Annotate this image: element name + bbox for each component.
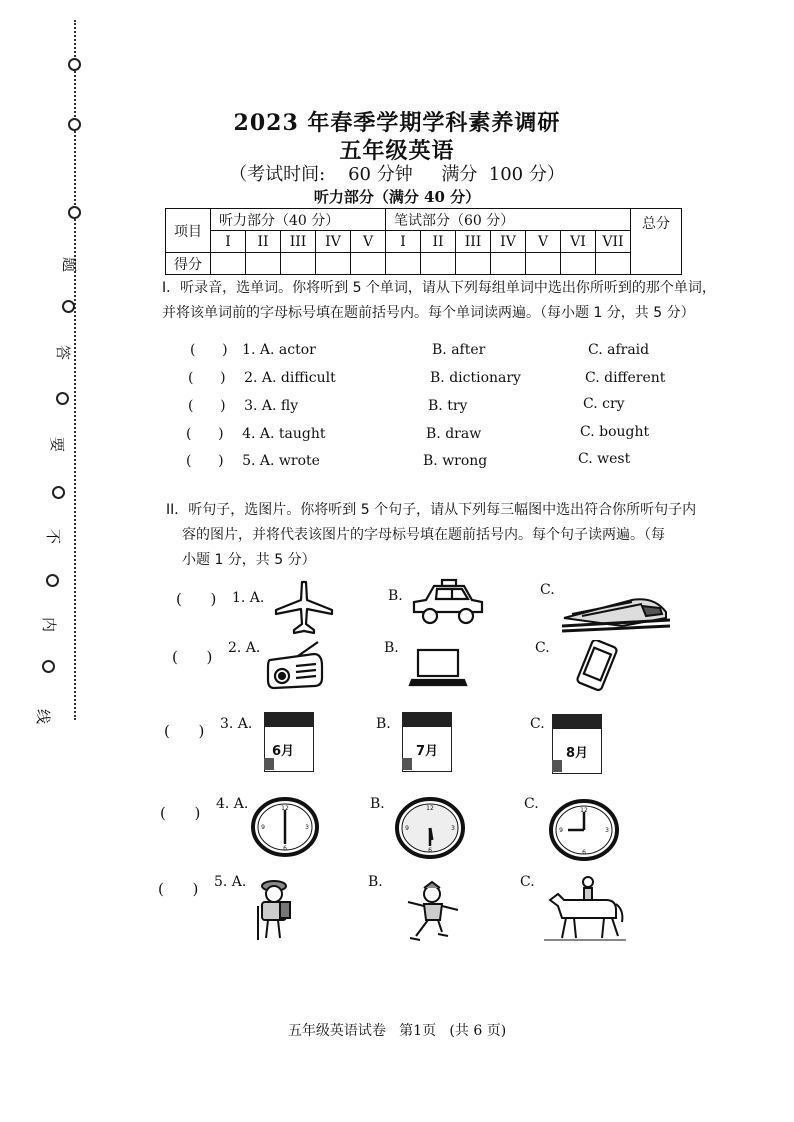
score-table [165, 208, 682, 275]
option-c: C. bought [580, 424, 650, 440]
col-header: IV [491, 231, 526, 253]
option-b: B. draw [426, 426, 482, 442]
binding-circle [68, 206, 81, 219]
option-a: 2. A. difficult [244, 370, 336, 386]
svg-text:3: 3 [305, 824, 309, 831]
answer-paren[interactable]: ( ) [186, 453, 224, 469]
s2-q1-label: 1. A. [232, 590, 265, 606]
binding-circle [68, 58, 81, 71]
section-heading: 听力部分（满分 40 分） [313, 188, 481, 206]
option-c-label: C. [540, 582, 555, 598]
option-b: B. wrong [423, 453, 488, 469]
car-icon [408, 578, 486, 628]
option-b-label: B. [368, 874, 383, 890]
margin-char: 题 [60, 256, 79, 273]
section2-instructions [166, 498, 696, 573]
section2-line1: II．听句子，选图片。你将听到 5 个句子，请从下列每三幅图中选出符合你所听句子内 [166, 502, 697, 518]
section1-line1: I．听录音，选单词。你将听到 5 个单词，请从下列每组单词中选出你所听到的那个单词， [162, 280, 716, 296]
margin-char: 不 [44, 528, 63, 545]
writing-header: 笔试部分（60 分） [386, 209, 631, 231]
s2-q3-label: 3. A. [220, 716, 253, 732]
svg-text:6: 6 [428, 847, 432, 854]
margin-char: 内 [40, 616, 59, 633]
calendar-june-icon [264, 712, 314, 772]
svg-text:6: 6 [283, 845, 287, 852]
svg-text:12: 12 [426, 805, 434, 812]
score-cell[interactable] [211, 253, 246, 275]
total-header: 总分 [631, 209, 682, 275]
horse-riding-icon [544, 876, 626, 942]
option-b-label: B. [370, 796, 385, 812]
svg-text:3: 3 [451, 825, 455, 832]
svg-text:12: 12 [580, 807, 588, 814]
option-c: C. west [578, 451, 631, 467]
answer-paren[interactable]: ( ) [186, 426, 224, 442]
svg-text:9: 9 [559, 827, 563, 834]
month-label: 6月 [272, 744, 295, 759]
col-header: I [211, 231, 246, 253]
col-header: II [421, 231, 456, 253]
laptop-icon [408, 648, 468, 688]
col-header: II [246, 231, 281, 253]
s1-question-4 [186, 426, 326, 442]
option-a: 5. A. wrote [242, 453, 320, 469]
option-c: C. different [585, 370, 666, 386]
score-cell[interactable] [246, 253, 281, 275]
page-footer: 五年级英语试卷 第1页 (共 6 页) [287, 1023, 507, 1039]
calendar-august-icon [552, 714, 602, 774]
margin-char: 答 [54, 344, 73, 361]
answer-paren[interactable]: ( ) [158, 880, 199, 898]
score-cell[interactable] [351, 253, 386, 275]
month-label: 7月 [416, 744, 439, 759]
binding-circle [52, 486, 65, 499]
section2-line2: 容的图片，并将代表该图片的字母标号填在题前括号内。每个句子读两遍。（每 [182, 527, 665, 543]
option-b-label: B. [388, 588, 403, 604]
airplane-icon [272, 580, 336, 636]
s1-question-3 [188, 398, 298, 414]
answer-paren[interactable]: ( ) [190, 342, 228, 358]
score-cell[interactable] [281, 253, 316, 275]
s1-question-2 [188, 370, 336, 386]
col-header: VI [561, 231, 596, 253]
clock-six-icon [394, 796, 466, 860]
option-c: C. cry [583, 396, 625, 412]
exam-subtitle: 五年级英语 [339, 138, 455, 164]
score-cell[interactable] [316, 253, 351, 275]
binding-circle [42, 660, 55, 673]
answer-paren[interactable]: ( ) [188, 398, 226, 414]
answer-paren[interactable]: ( ) [188, 370, 226, 386]
col-header: I [386, 231, 421, 253]
option-a: 3. A. fly [244, 398, 299, 414]
option-b: B. after [432, 342, 486, 358]
col-header: III [281, 231, 316, 253]
score-cell[interactable] [596, 253, 631, 275]
margin-char: 线 [34, 708, 53, 725]
exam-title: 2023 年春季学期学科素养调研 [233, 110, 561, 136]
exam-info: （考试时间: 60 分钟 满分 100 分） [229, 164, 565, 185]
score-label: 得分 [166, 253, 211, 275]
answer-paren[interactable]: ( ) [172, 648, 213, 666]
option-b: B. try [428, 398, 468, 414]
answer-paren[interactable]: ( ) [160, 804, 201, 822]
answer-paren[interactable]: ( ) [164, 722, 205, 740]
margin-char: 要 [48, 436, 67, 453]
section2-line3: 小题 1 分，共 5 分） [182, 552, 316, 568]
binding-circle [62, 300, 75, 313]
calendar-july-icon [402, 712, 452, 772]
clock-twelve-icon [250, 796, 320, 858]
option-c-label: C. [530, 716, 545, 732]
item-label: 项目 [166, 209, 211, 253]
col-header: VII [596, 231, 631, 253]
score-cell[interactable] [561, 253, 596, 275]
section1-line2: 并将该单词前的字母标号填在题前括号内。每个单词读两遍。（每小题 1 分，共 5 分） [162, 305, 695, 321]
binding-circle [56, 392, 69, 405]
col-header: V [351, 231, 386, 253]
score-cell[interactable] [386, 253, 421, 275]
section1-instructions [162, 276, 716, 326]
mobile-phone-icon [570, 640, 626, 692]
option-c-label: C. [520, 874, 535, 890]
svg-text:12: 12 [281, 805, 289, 812]
option-b-label: B. [376, 716, 391, 732]
clock-nine-icon [548, 798, 620, 862]
col-header: V [526, 231, 561, 253]
binding-circle [46, 574, 59, 587]
option-a: 1. A. actor [242, 342, 316, 358]
svg-text:3: 3 [605, 827, 609, 834]
score-cell[interactable] [456, 253, 491, 275]
s2-q4-label: 4. A. [216, 796, 249, 812]
s2-q2-label: 2. A. [228, 640, 261, 656]
svg-text:9: 9 [405, 825, 409, 832]
score-cell[interactable] [421, 253, 456, 275]
score-cell[interactable] [526, 253, 561, 275]
option-a: 4. A. taught [242, 426, 326, 442]
option-c-label: C. [535, 640, 550, 656]
svg-text:6: 6 [582, 849, 586, 856]
s1-question-5 [186, 453, 320, 469]
skating-kid-icon [402, 880, 462, 944]
svg-text:9: 9 [261, 824, 265, 831]
listening-header: 听力部分（40 分） [211, 209, 386, 231]
option-c: C. afraid [588, 342, 650, 358]
score-cell[interactable] [491, 253, 526, 275]
radio-icon [264, 640, 326, 692]
s2-q5-label: 5. A. [214, 874, 247, 890]
option-b: B. dictionary [430, 370, 521, 386]
option-b-label: B. [384, 640, 399, 656]
option-c-label: C. [524, 796, 539, 812]
train-icon [562, 586, 670, 634]
answer-paren[interactable]: ( ) [176, 590, 217, 608]
hiking-kid-icon [250, 878, 298, 942]
s1-question-1 [190, 342, 316, 358]
col-header: IV [316, 231, 351, 253]
col-header: III [456, 231, 491, 253]
month-label: 8月 [566, 746, 589, 761]
